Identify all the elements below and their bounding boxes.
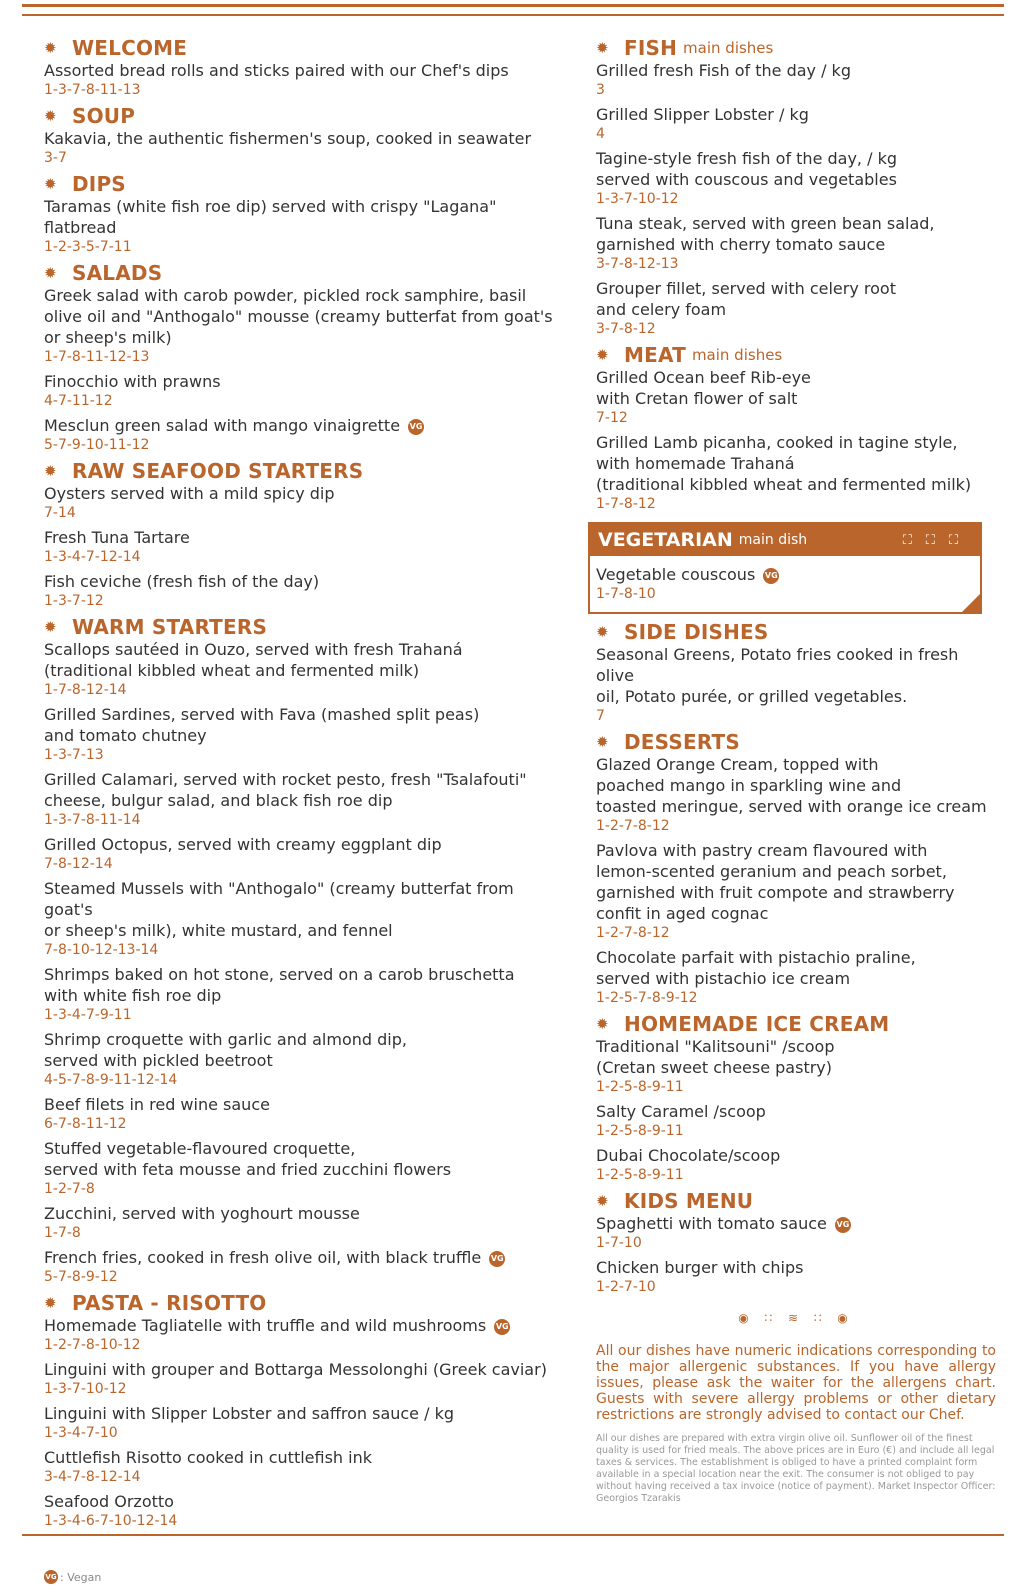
menu-item-text: Salty Caramel /scoop <box>596 1102 766 1121</box>
menu-item <box>44 1447 554 1487</box>
allergen-codes: 1-3-7-13 <box>44 747 104 763</box>
menu-item-text: Dubai Chocolate/scoop <box>596 1146 781 1165</box>
allergen-codes: 5-7-8-9-12 <box>44 1269 118 1285</box>
menu-item-text: Kakavia, the authentic fishermen's soup, cooked in seawater <box>44 129 532 148</box>
menu-item-name: Vegetable couscous VG <box>596 565 778 584</box>
section-title: KIDS MENU <box>624 1189 754 1213</box>
section-heading <box>44 172 554 196</box>
vegan-icon: VG <box>763 568 779 584</box>
section-heading <box>44 615 554 639</box>
menu-item <box>44 834 554 874</box>
menu-item <box>44 769 554 830</box>
menu-item-text: with Cretan flower of salt <box>596 389 798 408</box>
section-heading <box>596 1189 996 1213</box>
menu-item-text: Grilled Ocean beef Rib-eye <box>596 368 811 387</box>
corner-triangle-icon <box>960 592 982 614</box>
section-heading <box>44 104 554 128</box>
menu-item <box>596 644 996 726</box>
menu-item <box>596 1145 996 1185</box>
menu-item-text: (Cretan sweet cheese pastry) <box>596 1058 833 1077</box>
menu-item <box>44 571 554 611</box>
menu-item-text: Linguini with Slipper Lobster and saffron sauce / kg <box>44 1404 455 1423</box>
menu-item <box>44 371 554 411</box>
menu-item-text: Chocolate parfait with pistachio praline, <box>596 948 916 967</box>
allergen-codes: 1-2-7-8-12 <box>596 925 670 941</box>
allergen-codes: 7-12 <box>596 410 628 426</box>
menu-item-text: (traditional kibbled wheat and fermented milk) <box>596 475 972 494</box>
menu-item-text: served with pickled beetroot <box>44 1051 273 1070</box>
allergen-codes: 1-2-5-7-8-9-12 <box>596 990 698 1006</box>
menu-item-text: and tomato chutney <box>44 726 207 745</box>
menu-item-text: Oysters served with a mild spicy dip <box>44 484 335 503</box>
menu-item-text: Steamed Mussels with "Anthogalo" (creamy butterfat from goat's <box>44 879 514 919</box>
allergen-codes: 1-2-3-5-7-11 <box>44 239 132 255</box>
menu-item-text: Glazed Orange Cream, topped with <box>596 755 879 774</box>
menu-item-text: Assorted bread rolls and sticks paired with our Chef's dips <box>44 61 509 80</box>
allergen-codes: 1-2-7-8-10-12 <box>44 1337 141 1353</box>
allergen-codes: 1-7-8-12-14 <box>44 682 127 698</box>
sun-ornament-icon: ✹ <box>44 39 57 57</box>
menu-item-text: Seafood Orzotto <box>44 1492 174 1511</box>
allergen-codes: 1-3-7-8-11-13 <box>44 82 141 98</box>
section-subtitle: main dishes <box>691 346 783 364</box>
sun-ornament-icon: ✹ <box>44 1294 57 1312</box>
menu-item-text: Seasonal Greens, Potato fries cooked in fresh olive <box>596 645 959 685</box>
menu-item-text: served with feta mousse and fried zucchini flowers <box>44 1160 452 1179</box>
menu-item-text: Linguini with grouper and Bottarga Messolonghi (Greek caviar) <box>44 1360 547 1379</box>
menu-item-text: Cuttlefish Risotto cooked in cuttlefish ink <box>44 1448 372 1467</box>
allergen-codes: 3-4-7-8-12-14 <box>44 1469 141 1485</box>
menu-item-text: oil, Potato purée, or grilled vegetables. <box>596 687 908 706</box>
allergen-codes: 1-3-7-10-12 <box>596 191 679 207</box>
allergen-codes: 7-14 <box>44 505 76 521</box>
top-rule-thick <box>22 4 1004 7</box>
menu-item-text: Tuna steak, served with green bean salad, <box>596 214 935 233</box>
menu-item-text: Stuffed vegetable-flavoured croquette, <box>44 1139 356 1158</box>
menu-item-text: Zucchini, served with yoghourt mousse <box>44 1204 360 1223</box>
section-heading <box>44 459 554 483</box>
menu-item-text: Mesclun green salad with mango vinaigrette VG <box>44 416 423 435</box>
section-title: PASTA - RISOTTO <box>72 1291 267 1315</box>
section-title: DESSERTS <box>624 730 740 754</box>
allergen-codes: 1-2-5-8-9-11 <box>596 1123 684 1139</box>
allergen-codes: 1-3-4-7-9-11 <box>44 1007 132 1023</box>
menu-item <box>596 1036 996 1097</box>
menu-item-text: or sheep's milk), white mustard, and fennel <box>44 921 393 940</box>
menu-item-text: garnished with fruit compote and strawberry <box>596 883 955 902</box>
sun-ornament-icon: ✹ <box>596 39 609 57</box>
allergen-codes: 1-7-8-10 <box>596 586 656 602</box>
menu-item-text: (traditional kibbled wheat and fermented milk) <box>44 661 420 680</box>
menu-item <box>596 278 996 339</box>
menu-item-text: with homemade Trahaná <box>596 454 795 473</box>
vegan-icon: VG <box>494 1319 510 1335</box>
menu-item-text: Greek salad with carob powder, pickled rock samphire, basil <box>44 286 527 305</box>
allergen-codes: 1-2-5-8-9-11 <box>596 1079 684 1095</box>
sun-ornament-icon: ✹ <box>44 462 57 480</box>
section-title: WARM STARTERS <box>72 615 268 639</box>
menu-item <box>596 754 996 836</box>
allergen-codes: 1-7-8-12 <box>596 496 656 512</box>
allergen-codes: 7-8-10-12-13-14 <box>44 942 159 958</box>
menu-item <box>44 1138 554 1199</box>
menu-item-text: olive oil and "Anthogalo" mousse (creamy butterfat from goat's or sheep's milk) <box>44 307 553 347</box>
menu-item <box>596 367 996 428</box>
section-heading <box>596 343 996 367</box>
menu-item <box>44 1247 554 1287</box>
sun-ornament-icon: ✹ <box>44 107 57 125</box>
menu-item-text: Grilled fresh Fish of the day / kg <box>596 61 851 80</box>
ornament-divider-icon: ◉ ∷ ≋ ∷ ◉ <box>738 1311 854 1325</box>
top-rule-thin <box>22 14 1004 16</box>
menu-item-text: served with couscous and vegetables <box>596 170 897 189</box>
menu-item-text: with white fish roe dip <box>44 986 222 1005</box>
section-title: DIPS <box>72 172 126 196</box>
allergen-codes: 3 <box>596 82 605 98</box>
menu-item-text: cheese, bulgur salad, and black fish roe dip <box>44 791 393 810</box>
menu-item-text: Grilled Calamari, served with rocket pesto, fresh "Tsalafouti" <box>44 770 527 789</box>
menu-item <box>44 483 554 523</box>
allergen-codes: 5-7-9-10-11-12 <box>44 437 150 453</box>
menu-item-text: Grilled Sardines, served with Fava (mashed split peas) <box>44 705 480 724</box>
allergen-codes: 1-2-7-8 <box>44 1181 95 1197</box>
legend-text: : Vegan <box>60 1570 102 1584</box>
menu-item <box>44 1359 554 1399</box>
menu-item <box>596 148 996 209</box>
menu-item-text: Chicken burger with chips <box>596 1258 804 1277</box>
section-heading <box>596 36 996 60</box>
vegetarian-header <box>590 524 980 556</box>
menu-item <box>44 60 554 100</box>
menu-item-text: Shrimps baked on hot stone, served on a carob bruschetta <box>44 965 515 984</box>
menu-item-text: lemon-scented geranium and peach sorbet, <box>596 862 947 881</box>
vegan-icon: VG <box>835 1217 851 1233</box>
menu-item-text: garnished with cherry tomato sauce <box>596 235 886 254</box>
section-heading <box>44 261 554 285</box>
vegetarian-box <box>588 522 982 614</box>
menu-item <box>44 527 554 567</box>
menu-item-text: confit in aged cognac <box>596 904 769 923</box>
menu-item <box>44 704 554 765</box>
allergen-codes: 1-2-5-8-9-11 <box>596 1167 684 1183</box>
vegan-icon: VG <box>44 1570 58 1584</box>
menu-item-text: toasted meringue, served with orange ice cream <box>596 797 987 816</box>
vegetarian-title: VEGETARIAN <box>598 529 733 551</box>
section-title: SALADS <box>72 261 163 285</box>
menu-item <box>44 964 554 1025</box>
allergen-codes: 1-7-10 <box>596 1235 642 1251</box>
allergen-codes: 6-7-8-11-12 <box>44 1116 127 1132</box>
allergen-codes: 3-7 <box>44 150 67 166</box>
menu-item <box>44 1403 554 1443</box>
menu-item-text: Fresh Tuna Tartare <box>44 528 190 547</box>
menu-item-text: Shrimp croquette with garlic and almond dip, <box>44 1030 407 1049</box>
menu-item <box>596 60 996 100</box>
menu-item-text: Pavlova with pastry cream flavoured with <box>596 841 928 860</box>
menu-item <box>596 1101 996 1141</box>
menu-item <box>596 840 996 943</box>
section-subtitle: main dishes <box>683 39 774 57</box>
section-heading <box>44 1291 554 1315</box>
menu-item <box>44 415 554 455</box>
allergen-codes: 1-3-4-7-12-14 <box>44 549 141 565</box>
menu-item <box>44 1491 554 1531</box>
section-heading <box>596 620 996 644</box>
menu-item <box>596 213 996 274</box>
menu-item-text: Grouper fillet, served with celery root <box>596 279 896 298</box>
menu-item <box>44 128 554 168</box>
section-heading <box>596 730 996 754</box>
menu-item <box>44 196 554 257</box>
menu-item-text: Scallops sautéed in Ouzo, served with fresh Trahaná <box>44 640 463 659</box>
section-title: SIDE DISHES <box>624 620 769 644</box>
allergen-codes: 1-2-7-8-12 <box>596 818 670 834</box>
sun-ornament-icon: ✹ <box>44 618 57 636</box>
allergen-codes: 1-3-4-7-10 <box>44 1425 118 1441</box>
menu-item <box>596 432 996 514</box>
left-column <box>44 32 554 1535</box>
menu-item <box>44 1029 554 1090</box>
allergen-codes: 4-7-11-12 <box>44 393 113 409</box>
section-title: FISH <box>624 36 678 60</box>
menu-item-text: Spaghetti with tomato sauce VG <box>596 1214 850 1233</box>
allergen-codes: 3-7-8-12 <box>596 321 656 337</box>
allergen-codes: 1-7-8-11-12-13 <box>44 349 150 365</box>
allergen-codes: 1-3-4-6-7-10-12-14 <box>44 1513 178 1529</box>
vegan-icon: VG <box>489 1251 505 1267</box>
menu-item-text: Fish ceviche (fresh fish of the day) <box>44 572 320 591</box>
menu-item-text: Grilled Lamb picanha, cooked in tagine style, <box>596 433 958 452</box>
section-title: RAW SEAFOOD STARTERS <box>72 459 364 483</box>
menu-item <box>596 1213 996 1253</box>
allergen-codes: 1-2-7-10 <box>596 1279 656 1295</box>
menu-item <box>44 878 554 960</box>
allergen-codes: 1-7-8 <box>44 1225 81 1241</box>
sun-ornament-icon: ✹ <box>44 264 57 282</box>
sun-ornament-icon: ✹ <box>596 346 609 364</box>
menu-item-text: served with pistachio ice cream <box>596 969 851 988</box>
menu-item-text: poached mango in sparkling wine and <box>596 776 902 795</box>
section-title: SOUP <box>72 104 136 128</box>
vegan-legend <box>44 1570 101 1584</box>
allergen-codes: 1-3-7-8-11-14 <box>44 812 141 828</box>
sun-ornament-icon: ✹ <box>596 1015 609 1033</box>
menu-item-text: Grilled Octopus, served with creamy eggplant dip <box>44 835 442 854</box>
menu-item-text: Taramas (white fish roe dip) served with crispy "Lagana" flatbread <box>44 197 497 237</box>
allergen-codes: 1-3-7-12 <box>44 593 104 609</box>
menu-item-text: Finocchio with prawns <box>44 372 221 391</box>
menu-item <box>44 1315 554 1355</box>
menu-item <box>44 285 554 367</box>
menu-item <box>44 639 554 700</box>
allergen-codes: 7 <box>596 708 605 724</box>
section-title: HOMEMADE ICE CREAM <box>624 1012 890 1036</box>
section-title: WELCOME <box>72 36 188 60</box>
menu-item-text: French fries, cooked in fresh olive oil, with black truffle VG <box>44 1248 504 1267</box>
section-title: MEAT <box>624 343 686 367</box>
menu-item-text: Tagine-style fresh fish of the day, / kg <box>596 149 897 168</box>
menu-item <box>596 104 996 144</box>
right-column <box>596 32 996 1505</box>
allergen-codes: 4 <box>596 126 605 142</box>
vegetarian-subtitle: main dish <box>738 532 808 548</box>
allergen-codes: 1-3-7-10-12 <box>44 1381 127 1397</box>
allergen-codes: 3-7-8-12-13 <box>596 256 679 272</box>
allergen-codes: 7-8-12-14 <box>44 856 113 872</box>
menu-item-text: Traditional "Kalitsouni" /scoop <box>596 1037 835 1056</box>
menu-item <box>596 1257 996 1297</box>
section-heading <box>44 36 554 60</box>
allergy-note: All our dishes have numeric indications corresponding to the major allergenic substances. If you have allergy issues, please ask the waiter for the allergens chart. Guests with severe allergy problems or other dietary restrictions are strongly advised to contact our Chef. <box>596 1343 996 1423</box>
sun-ornament-icon: ✹ <box>44 175 57 193</box>
menu-item-text: Homemade Tagliatelle with truffle and wild mushrooms VG <box>44 1316 509 1335</box>
sun-ornament-icon: ✹ <box>596 1192 609 1210</box>
fine-print: All our dishes are prepared with extra virgin olive oil. Sunflower oil of the finest quality is used for fried meals. The above prices are in Euro (€) and include all legal taxes & services. The establishment is obliged to have a printed complaint form available in a special location near the exit. The consumer is not obliged to pay without having received a tax invoice (notice of payment). Market Inspector Officer: Georgios Tzarakis <box>596 1433 996 1504</box>
bottom-rule <box>22 1534 1004 1536</box>
vegan-icon: VG <box>408 419 424 435</box>
menu-item-text: Beef filets in red wine sauce <box>44 1095 270 1114</box>
menu-item <box>44 1203 554 1243</box>
sun-ornament-icon: ✹ <box>596 623 609 641</box>
decorative-corner-icons: ⛶⛶⛶ <box>902 532 972 548</box>
section-heading <box>596 1012 996 1036</box>
sun-ornament-icon: ✹ <box>596 733 609 751</box>
menu-item <box>44 1094 554 1134</box>
menu-item-text: Grilled Slipper Lobster / kg <box>596 105 809 124</box>
allergen-codes: 4-5-7-8-9-11-12-14 <box>44 1072 178 1088</box>
menu-item-text: and celery foam <box>596 300 727 319</box>
menu-item <box>596 947 996 1008</box>
